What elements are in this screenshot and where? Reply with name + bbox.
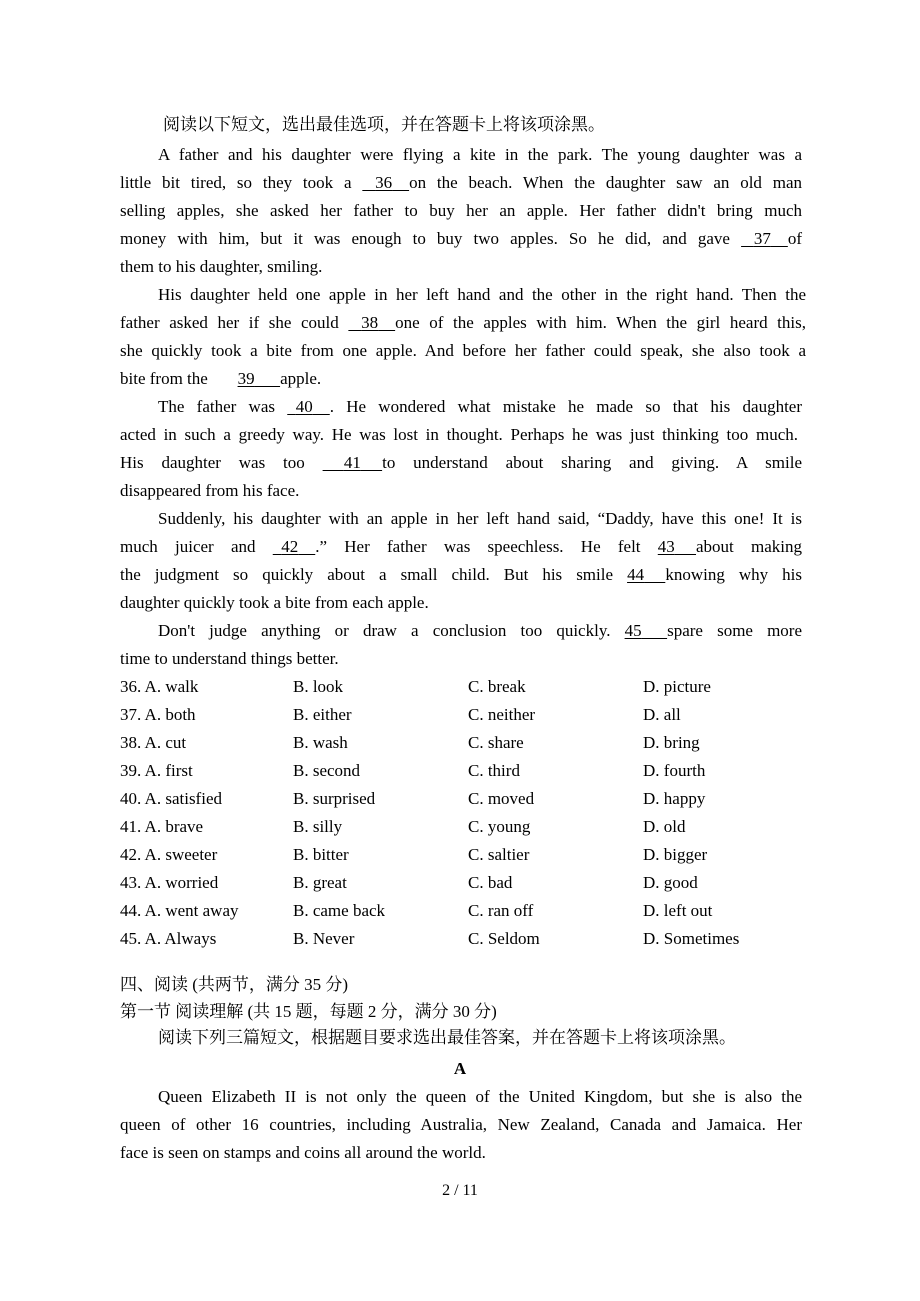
- page-number: 2 / 11: [442, 1182, 478, 1199]
- passage-line: His daughter was too 41 to understand about sharing and giving. A smile: [120, 453, 803, 472]
- option-38-c: C. share: [468, 733, 524, 752]
- option-38-d: D. bring: [643, 733, 700, 752]
- passage-line: face is seen on stamps and coins all around the world.: [120, 1143, 486, 1162]
- option-row-37-a: 37. A. both: [120, 705, 196, 724]
- option-40-b: B. surprised: [293, 789, 376, 808]
- reading-instruction: 阅读下列三篇短文，根据题目要求选出最佳答案，并在答题卡上将该项涂黑。: [158, 1028, 736, 1047]
- blank-38: 38: [361, 313, 379, 332]
- option-45-c: C. Seldom: [468, 929, 540, 948]
- option-row-38-a: 38. A. cut: [120, 733, 187, 752]
- option-44-c: C. ran off: [468, 901, 534, 920]
- section-subtitle: 第一节 阅读理解 (共 15 题，每题 2 分，满分 30 分): [120, 1002, 497, 1021]
- option-row-44-a: 44. A. went away: [120, 901, 239, 920]
- option-36-c: C. break: [468, 677, 526, 696]
- option-41-d: D. old: [643, 817, 686, 836]
- passage-line: father asked her if she could 38 one of the apples with him. When the girl heard this,: [120, 313, 806, 332]
- option-row-43-a: 43. A. worried: [120, 873, 219, 892]
- cloze-instruction: 阅读以下短文，选出最佳选项，并在答题卡上将该项涂黑。: [163, 115, 605, 134]
- passage-line: much juicer and 42 .” Her father was speechless. He felt 43 about making: [120, 537, 803, 556]
- passage-line: A father and his daughter were flying a kite in the park. The young daughter was a: [158, 145, 802, 164]
- passage-line: His daughter held one apple in her left hand and the other in the right hand. Then the: [158, 285, 806, 304]
- passage-label: A: [453, 1059, 467, 1078]
- option-37-c: C. neither: [468, 705, 536, 724]
- option-40-c: C. moved: [468, 789, 535, 808]
- passage-line: money with him, but it was enough to buy two apples. So he did, and gave 37 of: [120, 229, 802, 248]
- passage-line: Don't judge anything or draw a conclusion too quickly. 45 spare some more: [158, 621, 803, 640]
- option-row-42-a: 42. A. sweeter: [120, 845, 218, 864]
- blank-40: 40: [295, 397, 313, 416]
- option-37-d: D. all: [643, 705, 681, 724]
- option-39-b: B. second: [293, 761, 361, 780]
- option-36-d: D. picture: [643, 677, 711, 696]
- passage-line: Queen Elizabeth II is not only the queen of the United Kingdom, but she is also the: [158, 1087, 802, 1106]
- option-37-b: B. either: [293, 705, 352, 724]
- blank-41: 41: [343, 453, 361, 472]
- option-row-40-a: 40. A. satisfied: [120, 789, 222, 808]
- option-36-b: B. look: [293, 677, 344, 696]
- passage-line: the judgment so quickly about a small child. But his smile 44 knowing why his: [120, 565, 802, 584]
- option-row-45-a: 45. A. Always: [120, 929, 217, 948]
- option-row-36-a: 36. A. walk: [120, 677, 199, 696]
- option-row-41-a: 41. A. brave: [120, 817, 204, 836]
- option-44-d: D. left out: [643, 901, 713, 920]
- passage-line: little bit tired, so they took a 36 on the beach. When the daughter saw an old man: [120, 173, 802, 192]
- blank-37: 37: [753, 229, 771, 248]
- blank-44: 44: [627, 565, 645, 584]
- blank-43: 43: [657, 537, 675, 556]
- option-39-c: C. third: [468, 761, 520, 780]
- passage-line: them to his daughter, smiling.: [120, 257, 323, 276]
- blank-36: 36: [375, 173, 393, 192]
- passage-line: daughter quickly took a bite from each apple.: [120, 593, 429, 612]
- passage-line: time to understand things better.: [120, 649, 339, 668]
- option-42-c: C. saltier: [468, 845, 530, 864]
- section-title: 四、阅读 (共两节，满分 35 分): [120, 975, 349, 994]
- option-45-d: D. Sometimes: [643, 929, 740, 948]
- blank-45: 45: [624, 621, 642, 640]
- option-41-c: C. young: [468, 817, 531, 836]
- option-42-b: B. bitter: [293, 845, 349, 864]
- option-39-d: D. fourth: [643, 761, 706, 780]
- option-43-c: C. bad: [468, 873, 513, 892]
- option-38-b: B. wash: [293, 733, 348, 752]
- option-45-b: B. Never: [293, 929, 355, 948]
- option-44-b: B. came back: [293, 901, 386, 920]
- option-43-d: D. good: [643, 873, 698, 892]
- option-41-b: B. silly: [293, 817, 343, 836]
- blank-42: 42: [281, 537, 299, 556]
- passage-line: The father was 40 . He wondered what mistake he made so that his daughter: [158, 397, 802, 416]
- option-42-d: D. bigger: [643, 845, 708, 864]
- option-40-d: D. happy: [643, 789, 706, 808]
- passage-line: queen of other 16 countries, including Australia, New Zealand, Canada and Jamaica. Her: [120, 1115, 802, 1134]
- option-43-b: B. great: [293, 873, 347, 892]
- passage-line: Suddenly, his daughter with an apple in her left hand said, “Daddy, have this one! It is: [158, 509, 802, 528]
- passage-line: bite from the 39 apple.: [120, 369, 322, 388]
- passage-line: selling apples, she asked her father to buy her an apple. Her father didn't bring much: [120, 201, 802, 220]
- passage-line: she quickly took a bite from one apple. And before her father could speak, she also took a: [120, 341, 806, 360]
- option-row-39-a: 39. A. first: [120, 761, 193, 780]
- passage-line: disappeared from his face.: [120, 481, 300, 500]
- blank-39: 39: [237, 369, 255, 388]
- passage-line: acted in such a greedy way. He was lost in thought. Perhaps he was just thinking too much.: [120, 425, 798, 444]
